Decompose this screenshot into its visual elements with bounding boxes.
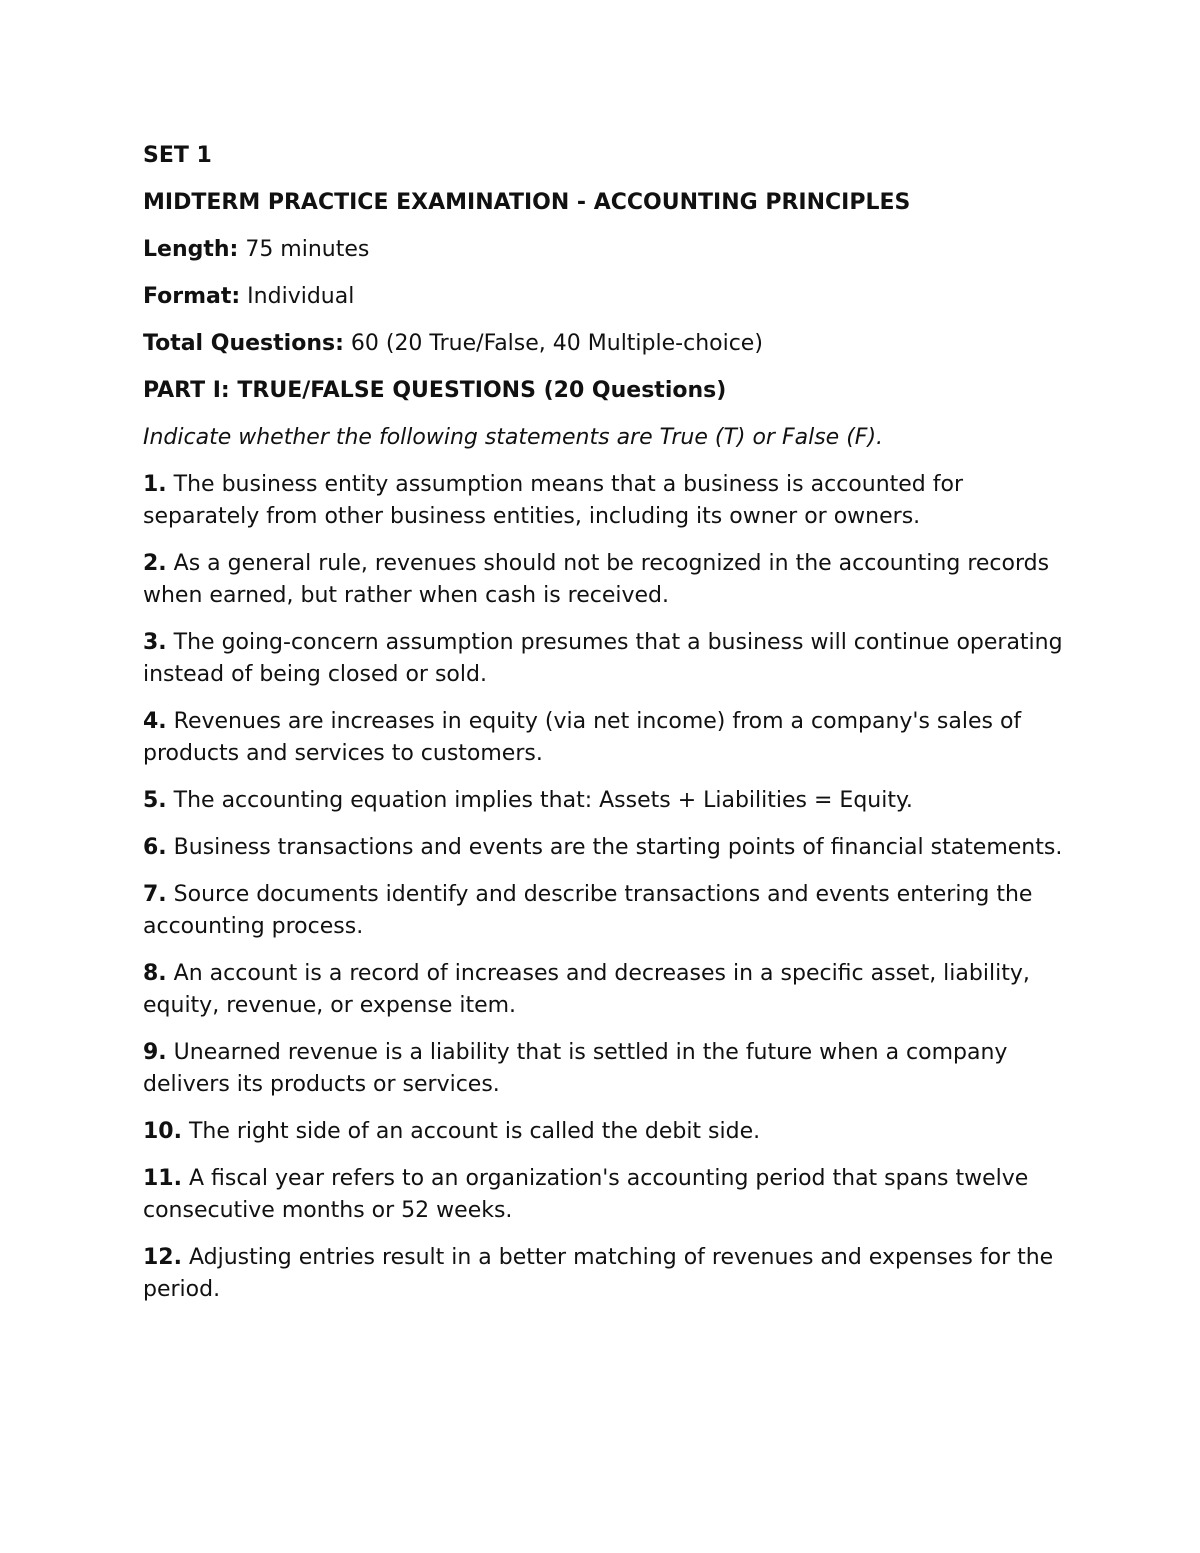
- question-text: The right side of an account is called the debit side.: [181, 1119, 761, 1144]
- question-text: The accounting equation implies that: Assets + Liabilities = Equity.: [166, 788, 913, 813]
- question-number: 8.: [143, 961, 167, 986]
- question-number: 1.: [143, 472, 167, 497]
- meta-label: Length:: [143, 237, 239, 262]
- question-number: 7.: [143, 882, 167, 907]
- question-item: [143, 1163, 1073, 1227]
- question-number: 6.: [143, 835, 167, 860]
- question-item: [143, 1242, 1073, 1306]
- question-number: 5.: [143, 788, 167, 813]
- question-number: 10.: [143, 1119, 182, 1144]
- question-item: [143, 627, 1073, 691]
- question-text: Adjusting entries result in a better matching of revenues and expenses for the period.: [143, 1245, 1054, 1302]
- meta-format: [143, 281, 1073, 313]
- meta-label: Total Questions:: [143, 331, 344, 356]
- question-number: 12.: [143, 1245, 182, 1270]
- question-item: [143, 469, 1073, 533]
- meta-length: [143, 234, 1073, 266]
- question-item: [143, 958, 1073, 1022]
- meta-total-questions: [143, 328, 1073, 360]
- question-item: [143, 832, 1073, 864]
- question-number: 11.: [143, 1166, 182, 1191]
- question-item: [143, 706, 1073, 770]
- question-text: A fiscal year refers to an organization's accounting period that spans twelve consecutive months or 52 weeks.: [143, 1166, 1029, 1223]
- instructions: Indicate whether the following statements are True (T) or False (F).: [143, 425, 884, 450]
- question-number: 2.: [143, 551, 167, 576]
- question-text: Unearned revenue is a liability that is settled in the future when a company delivers its products or services.: [143, 1040, 1008, 1097]
- question-item: [143, 548, 1073, 612]
- document-page: [143, 140, 1073, 1321]
- question-text: As a general rule, revenues should not be recognized in the accounting records when earned, but rather when cash is received.: [143, 551, 1050, 608]
- question-text: An account is a record of increases and decreases in a specific asset, liability, equity, revenue, or expense item.: [143, 961, 1030, 1018]
- question-number: 9.: [143, 1040, 167, 1065]
- question-text: Revenues are increases in equity (via net income) from a company's sales of products and services to customers.: [143, 709, 1022, 766]
- meta-value: 75 minutes: [238, 237, 370, 262]
- question-number: 4.: [143, 709, 167, 734]
- part-title: PART I: TRUE/FALSE QUESTIONS (20 Questions): [143, 378, 727, 403]
- question-text: Business transactions and events are the starting points of financial statements.: [166, 835, 1063, 860]
- question-item: [143, 879, 1073, 943]
- question-text: Source documents identify and describe transactions and events entering the accounting process.: [143, 882, 1033, 939]
- exam-title: MIDTERM PRACTICE EXAMINATION - ACCOUNTING PRINCIPLES: [143, 190, 911, 215]
- meta-value: 60 (20 True/False, 40 Multiple-choice): [343, 331, 763, 356]
- set-label: SET 1: [143, 143, 212, 168]
- meta-value: Individual: [240, 284, 355, 309]
- meta-label: Format:: [143, 284, 241, 309]
- question-item: [143, 785, 1073, 817]
- question-item: [143, 1116, 1073, 1148]
- question-text: The business entity assumption means that a business is accounted for separately from other business entities, including its owner or owners.: [143, 472, 964, 529]
- question-item: [143, 1037, 1073, 1101]
- question-number: 3.: [143, 630, 167, 655]
- question-text: The going-concern assumption presumes that a business will continue operating instead of being closed or sold.: [143, 630, 1063, 687]
